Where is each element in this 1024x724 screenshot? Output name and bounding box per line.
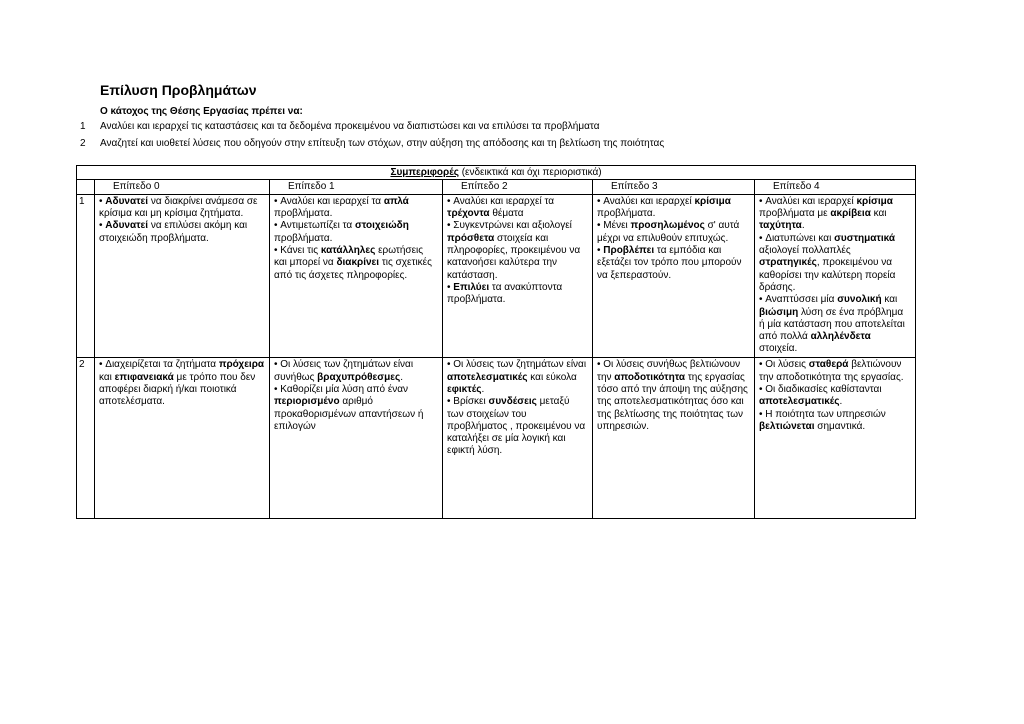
behavior-bullet (759, 384, 911, 409)
requirement-2 (80, 138, 664, 149)
bullet-text: Οι λύσεις των ζητημάτων είναι (453, 359, 587, 371)
bullet-text: Κάνει τις (280, 245, 321, 257)
requirement-text: Αναζητεί και υιοθετεί λύσεις που οδηγούν στην επίτευξη των στόχων, στην αύξηση της απόδοσης και τη βελτίωση της ποιότητας (100, 138, 665, 149)
bullet-text: προβλήματα. (274, 232, 333, 244)
behavior-cell (95, 194, 270, 358)
bullet-text: τα εμπόδια και εξετάζει τον τρόπο που μπορούν να ξεπεραστούν. (597, 245, 742, 281)
bullet-text: τις σχετικές από τις άσχετες πληροφορίες. (274, 257, 432, 281)
bullet-text: στοιχεία. (759, 343, 798, 355)
emphasized-text: πρόχειρα (218, 359, 265, 371)
bullet-text: Οι διαδικασίες καθίστανται (765, 383, 882, 395)
bullet-text: με τρόπο που δεν αποφέρει διαρκή ή/και ποιοτικά αποτελέσματα. (99, 371, 256, 408)
behaviors-table (76, 165, 916, 519)
behavior-cell (270, 194, 443, 358)
bullet-text: . (839, 396, 843, 408)
behavior-bullet (274, 196, 438, 221)
bullet-text: Αναλύει και ιεραρχεί (603, 195, 695, 207)
bullet-text: και (870, 208, 887, 220)
behavior-bullet (274, 384, 438, 433)
emphasized-text: στρατηγικές (759, 257, 817, 269)
table-caption-note: (ενδεικτικά και όχι περιοριστικά) (461, 167, 602, 178)
behavior-bullet (99, 220, 265, 245)
behavior-bullet (597, 220, 750, 245)
bullet-text: προβλήματα. (274, 208, 333, 220)
bullet-text: να διακρίνει ανάμεσα σε κρίσιμα και μη κρίσιμα ζητήματα. (99, 195, 258, 220)
emphasized-text: αποτελεσματικές (759, 396, 840, 408)
bullet-text: λύση σε ένα πρόβλημα ή μία κατάσταση που αποτελείται από πολλά (759, 306, 905, 343)
emphasized-text: προσηλωμένος (630, 220, 705, 232)
emphasized-text: αποτελεσματικές (447, 371, 528, 383)
behavior-bullet (447, 396, 588, 457)
emphasized-text: Προβλέπει (603, 245, 655, 257)
row-number: 2 (77, 358, 95, 519)
table-row (77, 194, 916, 358)
emphasized-text: συστηματικά (834, 232, 896, 244)
bullet-text: αξιολογεί πολλαπλές (759, 245, 851, 257)
bullet-text: σημαντικά. (814, 420, 866, 432)
behavior-bullet (597, 245, 750, 282)
emphasized-text: τρέχοντα (447, 208, 490, 220)
bullet-text: . (400, 371, 403, 383)
bullet-text: Αναλύει και ιεραρχεί τα (453, 195, 555, 207)
bullet-text: . (801, 220, 805, 232)
bullet-text: στοιχεία και πληροφορίες, προκειμένου να κατανοήσει καλύτερα την κατάσταση. (447, 232, 581, 281)
emphasized-text: σταθερά (808, 359, 849, 371)
behavior-cell (270, 358, 443, 519)
emphasized-text: απλά (383, 195, 409, 207)
emphasized-text: ταχύτητα (759, 220, 802, 232)
header-blank-cell (77, 180, 95, 194)
emphasized-text: Αδυνατεί (105, 195, 149, 207)
behavior-bullet (99, 196, 265, 221)
behavior-cell (755, 194, 916, 358)
behavior-bullet (597, 196, 750, 221)
bullet-text: σ' αυτά μέχρι να επιλυθούν επιτυχώς. (597, 220, 740, 244)
emphasized-text: στοιχειώδη (355, 220, 409, 232)
bullet-text: Αναλύει και ιεραρχεί τα (280, 195, 384, 207)
emphasized-text: διακρίνει (336, 257, 380, 269)
header-level-2: Επίπεδο 2 (443, 180, 593, 194)
bullet-text: Συγκεντρώνει και αξιολογεί (453, 220, 572, 232)
intro-text: Ο κάτοχος της Θέσης Εργασίας πρέπει να: (100, 106, 303, 117)
behavior-cell (95, 358, 270, 519)
behavior-bullet (99, 359, 265, 408)
behavior-bullet (597, 359, 750, 433)
row-number: 1 (77, 194, 95, 358)
bullet-text: , προκειμένου να καθορίσει την καλύτερη πορεία δράσης. (759, 257, 896, 293)
emphasized-text: πρόσθετα (447, 232, 495, 244)
emphasized-text: αλληλένδετα (810, 331, 871, 343)
header-level-4: Επίπεδο 4 (755, 180, 916, 194)
behavior-bullet (447, 196, 588, 221)
bullet-text: προβλήματα. (597, 208, 656, 220)
bullet-text: Αναλύει και ιεραρχεί (765, 195, 857, 207)
bullet-text: προβλήματα με (759, 208, 831, 220)
bullet-text: Βρίσκει (453, 396, 489, 408)
emphasized-text: επιφανειακά (114, 371, 174, 383)
page-title: Επίλυση Προβλημάτων (100, 82, 257, 98)
behavior-bullet (759, 233, 911, 294)
behavior-cell (593, 358, 755, 519)
emphasized-text: εφικτές (447, 383, 482, 395)
bullet-text: Οι λύσεις συνήθως βελτιώνουν την (597, 359, 741, 383)
table-row (77, 358, 916, 519)
bullet-text: Διατυπώνει και (765, 232, 835, 244)
behavior-cell (593, 194, 755, 358)
bullet-text: Διαχειρίζεται τα ζητήματα (105, 359, 219, 371)
bullet-text: Οι λύσεις (765, 359, 809, 371)
bullet-text: Αναπτύσσει μία (765, 294, 838, 306)
requirement-number: 2 (80, 138, 86, 149)
table-caption-row (77, 166, 916, 180)
bullet-text: μεταξύ των στοιχείων του προβλήματος , προκειμένου να καταλήξει σε μία λογική και εφικτή λύση. (447, 396, 586, 457)
behavior-bullet (759, 359, 911, 384)
emphasized-text: συνδέσεις (488, 396, 537, 408)
bullet-text: ερωτήσεις και μπορεί να (274, 245, 424, 269)
behavior-bullet (447, 282, 588, 307)
header-level-1: Επίπεδο 1 (270, 180, 443, 194)
bullet-text: να επιλύσει ακόμη και στοιχειώδη προβλήματα. (99, 220, 248, 244)
behavior-bullet (759, 294, 911, 355)
bullet-text: Οι λύσεις των ζητημάτων είναι συνήθως (274, 359, 414, 383)
emphasized-text: κατάλληλες (320, 245, 376, 257)
behavior-bullet (447, 220, 588, 281)
emphasized-text: κρίσιμα (856, 195, 893, 207)
bullet-text: Μένει (603, 220, 631, 232)
emphasized-text: ακρίβεια (830, 208, 871, 220)
requirement-1 (80, 121, 600, 132)
behavior-bullet (759, 196, 911, 233)
bullet-text: Η ποιότητα των υπηρεσιών (765, 408, 886, 420)
table-caption (77, 166, 916, 180)
emphasized-text: Αδυνατεί (105, 220, 149, 232)
behavior-cell (443, 194, 593, 358)
table-header-row (77, 180, 916, 194)
behavior-bullet (274, 245, 438, 282)
bullet-text: αριθμό προκαθορισμένων απαντήσεων ή επιλογών (274, 396, 424, 432)
bullet-text: βελτιώνουν την αποδοτικότητα της εργασίας. (759, 359, 904, 383)
emphasized-text: Επιλύει (453, 281, 490, 293)
bullet-text: Καθορίζει μία λύση από έναν (280, 383, 409, 395)
emphasized-text: κρίσιμα (694, 195, 731, 207)
requirement-number: 1 (80, 121, 86, 132)
behavior-bullet (447, 359, 588, 396)
behavior-bullet (759, 409, 911, 434)
bullet-text: θέματα (489, 208, 524, 220)
bullet-text: και (99, 371, 115, 383)
table-caption-title: Συμπεριφορές (390, 167, 459, 178)
behavior-cell (443, 358, 593, 519)
bullet-text: . (481, 383, 485, 395)
emphasized-text: περιορισμένο (274, 396, 340, 408)
requirement-text: Αναλύει και ιεραρχεί τις καταστάσεις και τα δεδομένα προκειμένου να διαπιστώσει και να επιλύσει τα προβλήματα (100, 121, 600, 132)
bullet-text: της εργασίας τόσο από την άποψη της αύξησης της αποτελεσματικότητας όσο και της βελτίωσης της ποιότητας των υπηρεσιών. (597, 371, 748, 432)
bullet-text: και εύκολα (527, 371, 577, 383)
bullet-text: τα ανακύπτοντα προβλήματα. (447, 281, 563, 306)
header-level-3: Επίπεδο 3 (593, 180, 755, 194)
behavior-bullet (274, 359, 438, 384)
behavior-bullet (274, 220, 438, 245)
emphasized-text: βελτιώνεται (759, 420, 815, 432)
bullet-text: και (881, 294, 898, 306)
header-level-0: Επίπεδο 0 (95, 180, 270, 194)
emphasized-text: βιώσιμη (759, 306, 799, 318)
emphasized-text: βραχυπρόθεσμες (317, 371, 401, 383)
bullet-text: Αντιμετωπίζει τα (280, 220, 355, 232)
behavior-cell (755, 358, 916, 519)
emphasized-text: αποδοτικότητα (614, 371, 686, 383)
emphasized-text: συνολική (837, 294, 882, 306)
